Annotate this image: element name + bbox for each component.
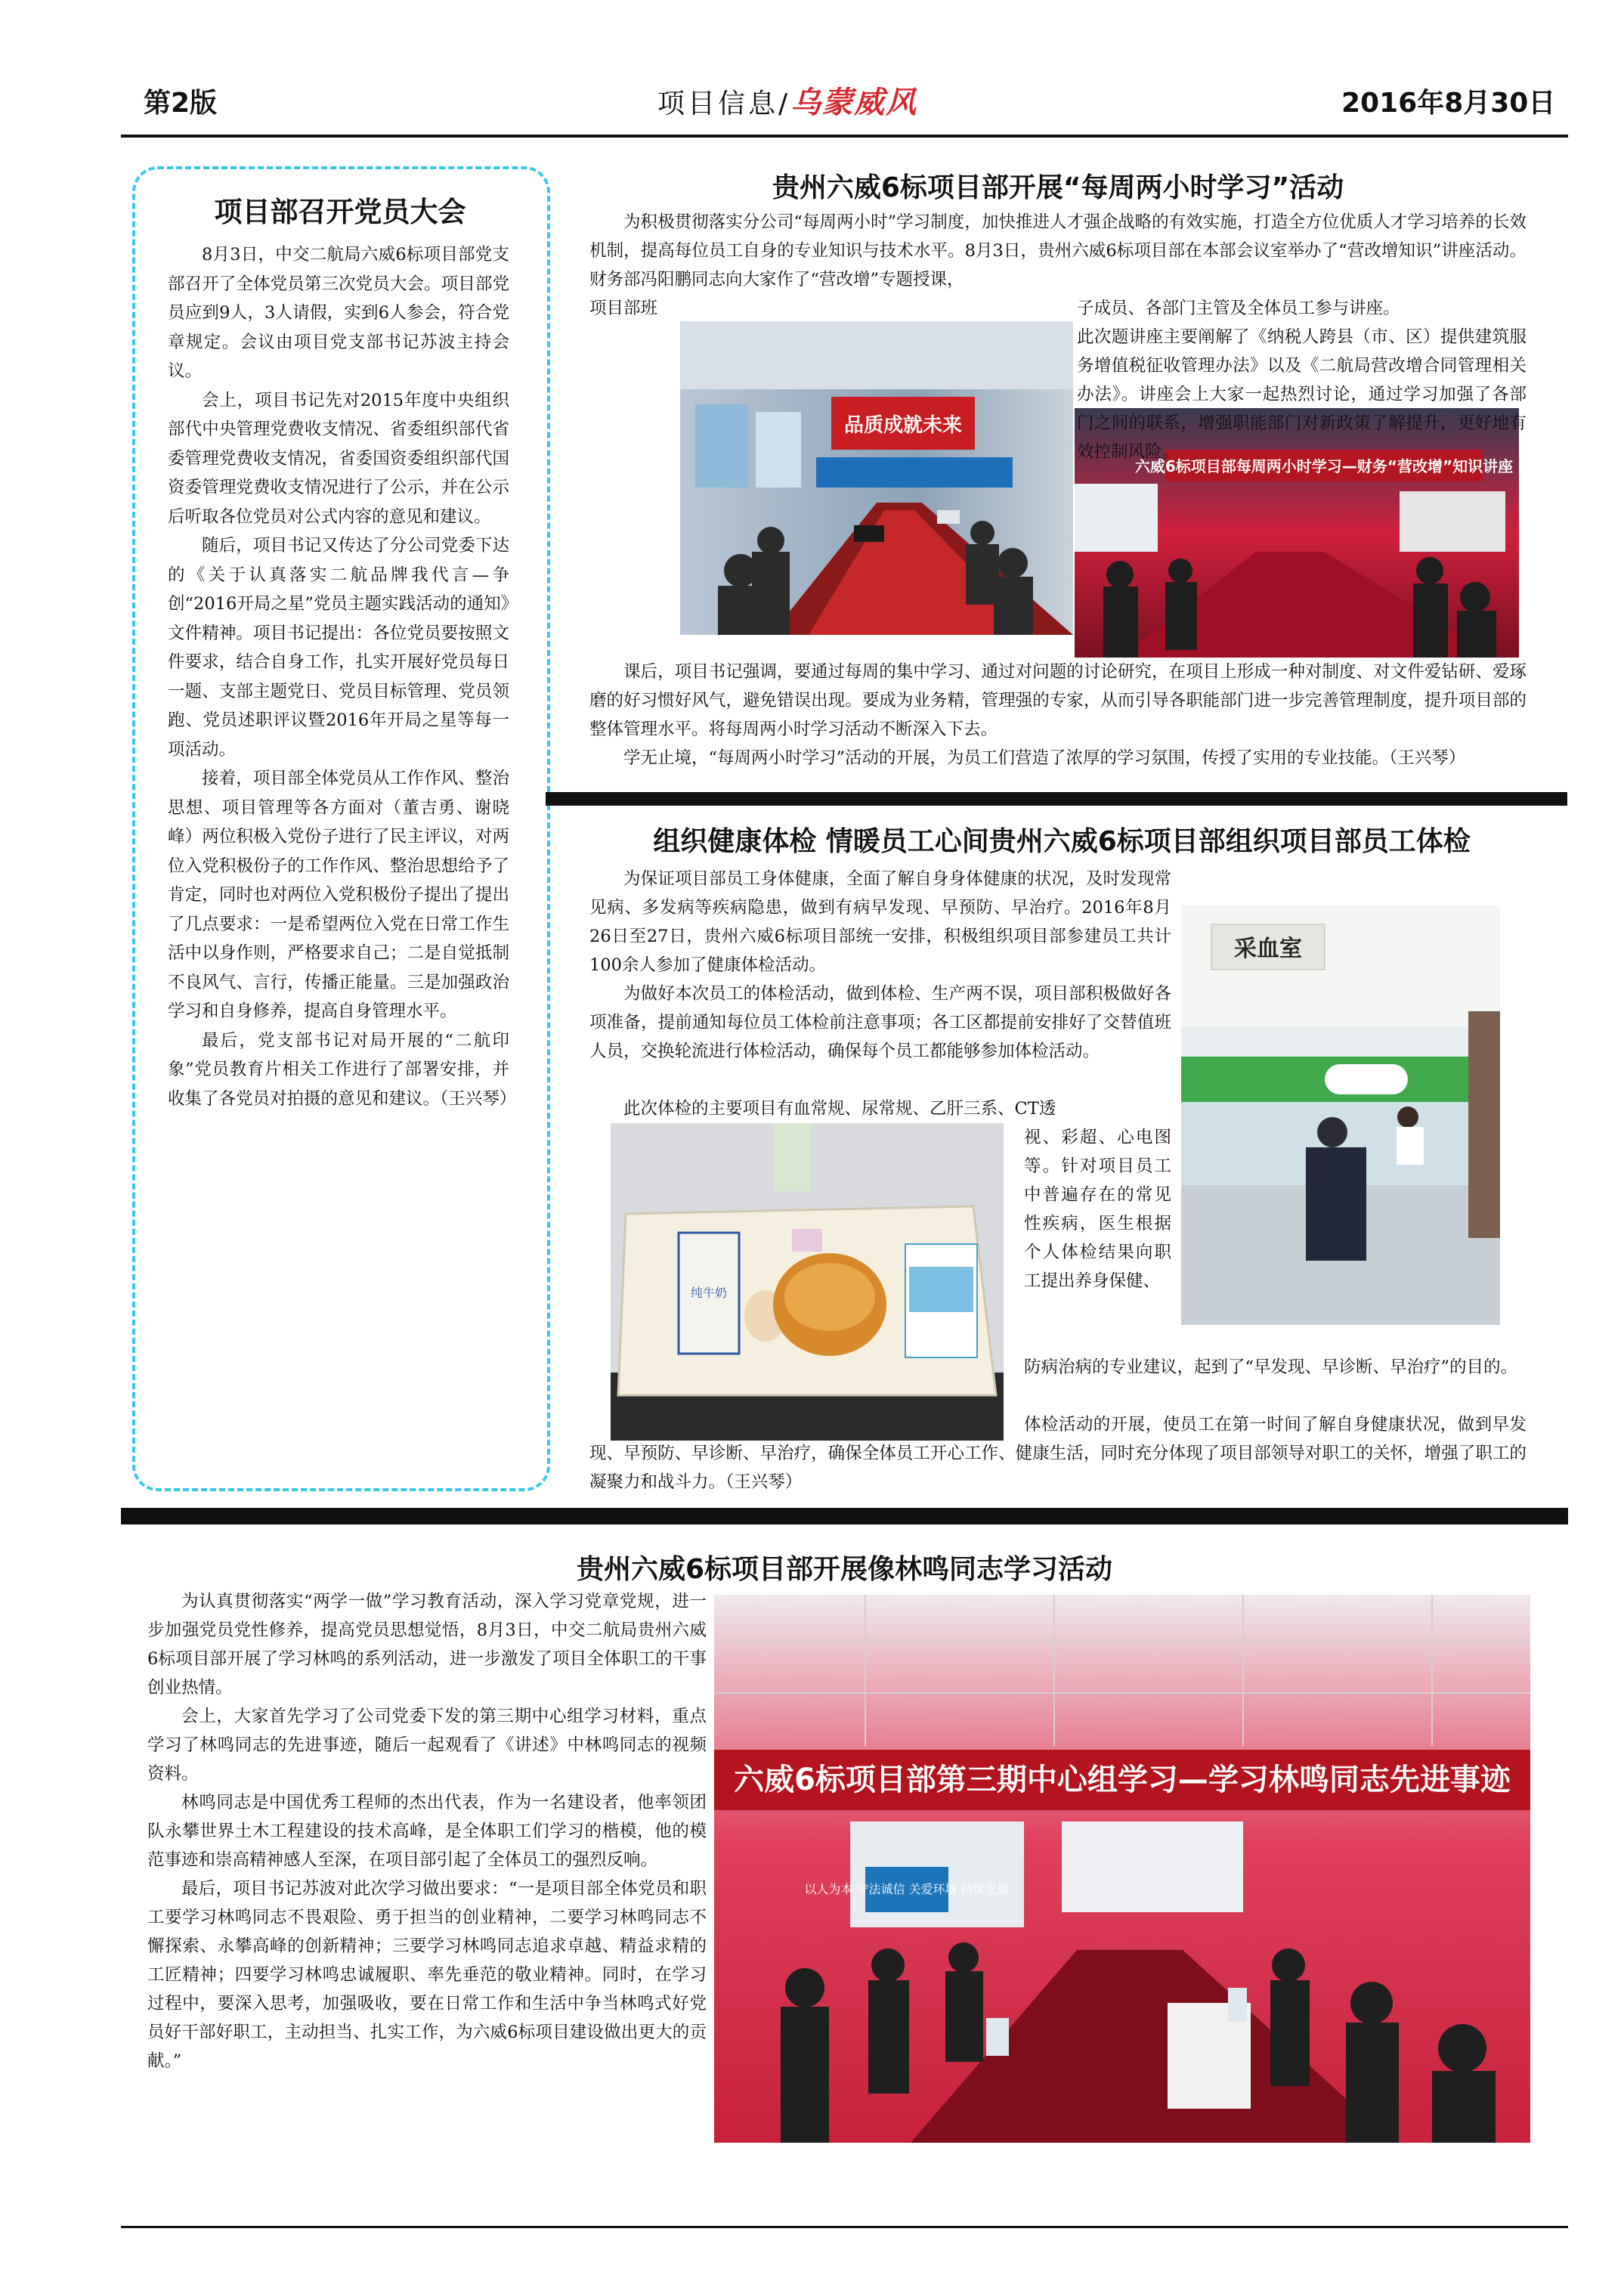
article2-photo-breakfast [611,1123,1004,1441]
section-logo: 乌蒙威风 [790,85,918,120]
article2-paragraph: 为保证项目部员工身体健康，全面了解自身身体健康的状况，及时发现常见病、多发病等疾病隐患，做到有病早发现、早预防、早治疗。2016年8月26日至27日，贵州六威6标项目部统一安排，积极组织项目部参建员工共计100余人参加了健康体检活动。 [589,869,1171,975]
clinic-photo-illustration [1181,905,1500,1325]
article1-p3 [589,658,1527,772]
header-rule [121,135,1568,138]
article1-divider [546,792,1567,806]
article2-p3-tail: 防病治病的专业建议，起到了“早发现、早诊断、早治疗”的目的。 [1024,1357,1518,1377]
article1-wrap-left [589,294,674,323]
section-name: 项目信息/ [657,88,791,119]
issue-date: 2016年8月30日 [1341,88,1556,119]
sidebar-body [168,240,517,1113]
article2-upper [589,865,1171,1066]
article1-paragraph: 为积极贯彻落实分公司“每周两小时”学习制度，加快推进人才强企战略的有效实施，打造全方位优质人才学习培养的长效机制，提高每位员工自身的专业知识与技术水平。8月3日，贵州六威6标项目部在本部会议室举办了“营改增知识”讲座活动。财务部冯阳鹏同志向大家作了“营改增”专题授课， [589,212,1527,289]
milk-label: 纯牛奶 [690,1286,728,1300]
article3-body-left [147,1587,707,2075]
article2-p3-wrap: 视、彩超、心电图等。针对项目员工中普遍存在的常见性疾病，医生根据个人体检结果向职工提出养身保健、 [1024,1128,1171,1291]
article3-paragraph: 林鸣同志是中国优秀工程师的杰出代表，作为一名建设者，他率领团队永攀世界土木工程建设的技术高峰，是全体职工们学习的楷模，他的模范事迹和崇高精神感人至深，在项目部引起了全体员工的强烈反响。 [147,1793,707,1870]
article2-title: 组织健康体检 情暖员工心间贵州六威6标项目部组织项目部员工体检 [653,826,1471,857]
article3-photo-study-meeting [714,1595,1530,2143]
article1-lead [589,208,1527,294]
article1-paragraph: 课后，项目书记强调，要通过每周的集中学习、通过对问题的讨论研究，在项目上形成一种对制度、对文件爱钻研、爱琢磨的好习惯好风气，避免错误出现。要成为业务精，管理强的专家，从而引导各职能部门进一步完善管理制度，提升项目部的整体管理水平。将每周两小时学习活动不断深入下去。 [589,662,1527,739]
article2-paragraph: 为做好本次员工的体检活动，做到体检、生产两不误，项目部积极做好各项准备，提前通知每位员工体检前注意事项；各工区都提前安排好了交替值班人员，交换轮流进行体检活动，确保每个员工都能够参加体检活动。 [589,984,1171,1061]
article3-paragraph: 最后，项目书记苏波对此次学习做出要求：“一是项目部全体党员和职工要学习林鸣同志不畏艰险、勇于担当的创业精神，二要学习林鸣同志不懈探索、永攀高峰的创新精神；三要学习林鸣同志追求卓越、精益求精的工匠精神；四要学习林鸣忠诚履职、率先垂范的敬业精神。同时，在学习过程中，要深入思考，加强吸收，要在日常工作和生活中争当林鸣式好党员好干部好职工，主动担当、扎实工作，为六威6标项目建设做出更大的贡献。” [147,1879,707,2071]
photo2-banner: 六威6标项目部每周两小时学习—财务“营改增”知识讲座 [1134,457,1514,475]
sidebar-paragraph: 随后，项目书记又传达了分公司党委下达的《关于认真落实二航品牌我代言—争创“2016开局之星”党员主题实践活动的通知》文件精神。项目书记提出：各位党员要按照文件要求，结合自身工作，扎实开展好党员每日一题、支部主题党日、党员目标管理、党员领跑、党员述职评议暨2016年开局之星等每一项活动。 [168,536,509,760]
page-number: 第2版 [144,88,218,119]
article2-photo-blood-room [1181,905,1500,1325]
sidebar-paragraph: 最后，党支部书记对局开展的“二航印象”党员教育片相关工作进行了部署安排，并收集了各党员对拍摄的意见和建议。（王兴琴） [168,1030,517,1109]
photo3-banner: 六威6标项目部第三期中心组学习—学习林鸣同志先进事迹 [734,1763,1511,1797]
article2-p3-full [589,1094,1171,1123]
breakfast-photo-illustration [611,1123,1004,1441]
article1-title: 贵州六威6标项目部开展“每周两小时学习”活动 [772,172,1344,203]
article2-divider [121,1508,1568,1524]
article1-paragraph: 学无止境，“每周两小时学习”活动的开展，为员工们营造了浓厚的学习氛围，传授了实用的专业技能。（王兴琴） [623,748,1466,768]
sidebar-paragraph: 会上，项目书记先对2015年度中央组织部代中央管理党费收支情况、省委组织部代省委管理党费收支情况，省委国资委组织部代国资委管理党费收支情况进行了公示，并在公示后听取各位党员对公式内容的意见和建议。 [168,390,509,527]
article3-paragraph: 会上，大家首先学习了公司党委下发的第三期中心组学习材料，重点学习了林鸣同志的先进事迹，随后一起观看了《讲述》中林鸣同志的视频资料。 [147,1707,707,1784]
article2-paragraph: 体检活动的开展，使员工在第一时间了解自身健康状况，做到早发现、早预防、早诊断、早治疗，确保全体员工开心工作、健康生活，同时充分体现了项目部领导对职工的关怀，增强了职工的凝聚力和战斗力。（王兴琴） [589,1415,1527,1492]
sidebar-title: 项目部召开党员大会 [214,196,466,228]
article3-paragraph: 为认真贯彻落实“两学一做”学习教育活动，深入学习党章党规，进一步加强党员党性修养，提高党员思想觉悟，8月3日，中交二航局贵州六威6标项目部开展了学习林鸣的系列活动，进一步激发了项目全体职工的干事创业热情。 [147,1592,707,1698]
article3-title: 贵州六威6标项目部开展像林鸣同志学习活动 [576,1554,1113,1585]
clinic-sign: 采血室 [1234,936,1302,962]
article1-p2-right [1077,323,1527,466]
photo3-slogan: 以人为本 守法诚信 关爱环境 持续发展 [804,1882,1010,1896]
spacer [589,1410,1024,1439]
article1-wrap-text: 项目部班 [589,299,658,318]
article2-paragraph: 此次体检的主要项目有血常规、尿常规、乙肝三系、CT透 [623,1099,1056,1119]
section-header [657,79,917,122]
sidebar-paragraph: 接着，项目部全体党员从工作作风、整治思想、项目管理等各方面对（董吉勇、谢晓峰）两位积极入党份子进行了民主评议，对两位入党积极份子的工作作风、整治思想给予了肯定，同时也对两位入党积极份子提出了提出了几点要求：一是希望两位入党在日常工作生活中以身作则，严格要求自己；二是自觉抵制不良风气、言行，传播正能量。三是加强政治学习和自身修养，提高自身管理水平。 [168,769,509,1021]
photo1-banner: 品质成就未来 [843,414,963,437]
article2-p4 [589,1410,1527,1497]
article1-paragraph: 此次题讲座主要阐解了《纳税人跨县（市、区）提供建筑服务增值税征收管理办法》以及《二航局营改增合同管理相关办法》。讲座会上大家一起热烈讨论，通过学习加强了各部门之间的联系，增强职能部门对新政策了解提升，更好地有效控制风险。 [1077,327,1527,462]
sidebar-paragraph: 8月3日，中交二航局六威6标项目部党支部召开了全体党员第三次党员大会。项目部党员应到9人，3人请假，实到6人参会，符合党章规定。会议由项目党支部书记苏波主持会议。 [168,245,509,381]
study-meeting-illustration [714,1595,1530,2143]
footer-rule [121,2226,1568,2228]
article1-wrap-right: 子成员、各部门主管及全体员工参与讲座。 [1077,299,1400,318]
